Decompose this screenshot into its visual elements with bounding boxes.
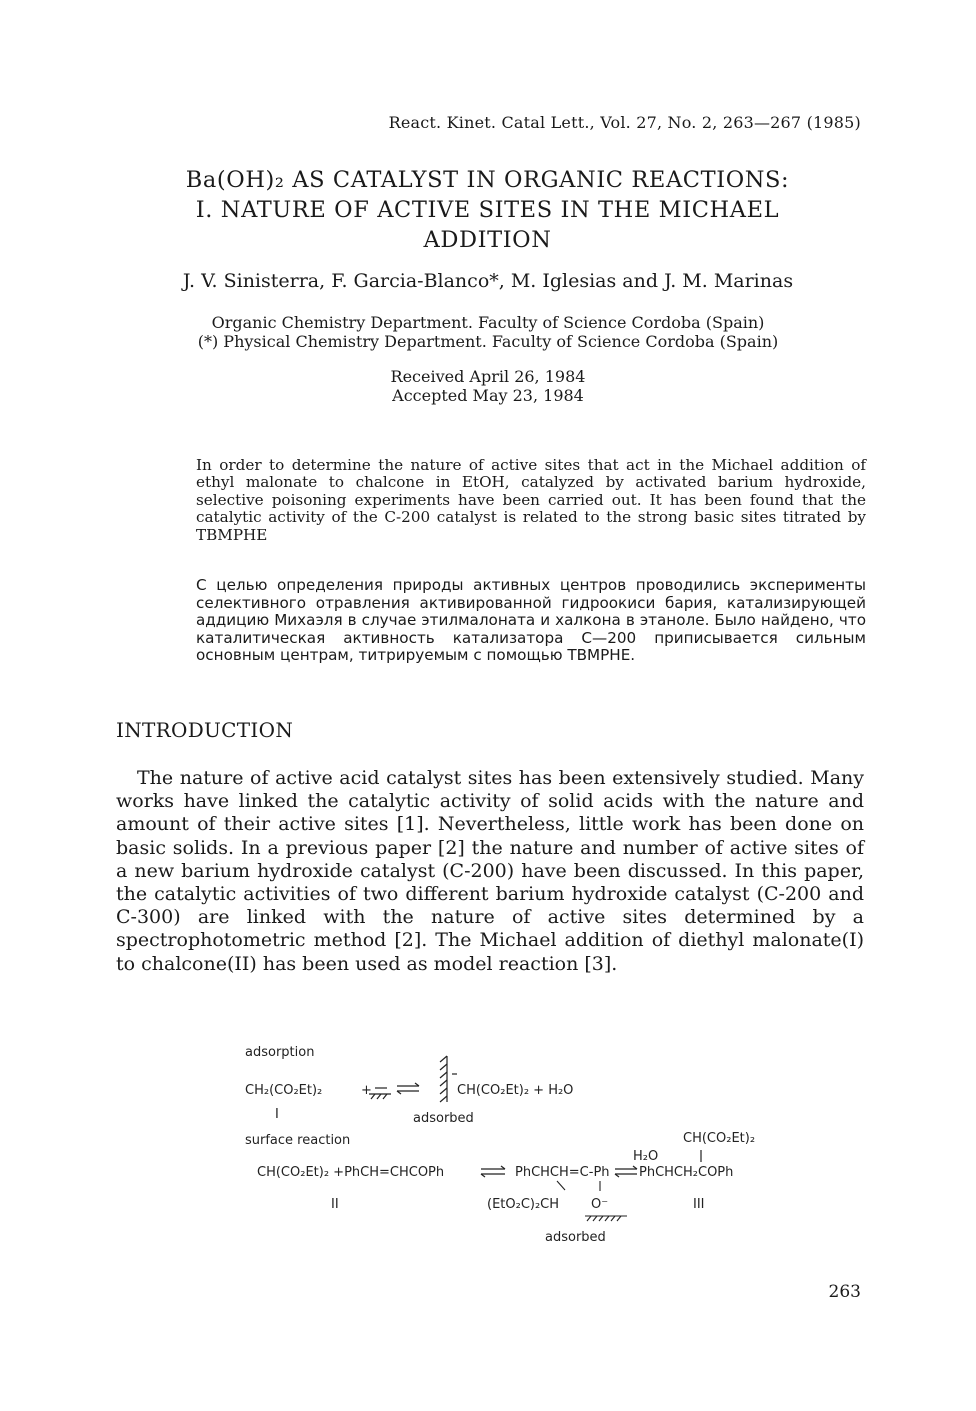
title-line-2: I. NATURE OF ACTIVE SITES IN THE MICHAEL bbox=[195, 197, 780, 223]
abstract-english: In order to determine the nature of active sites that act in the Michael addition of ethyl malonate to chalcone in EtOH, catalyzed by activated barium hydroxide, selective poisoning experiments have been carried out. It has been found that the catalytic activity of the C-200 catalyst is related to the strong basic sites titrated by TBMPHE bbox=[196, 456, 866, 544]
authors: J. V. Sinisterra, F. Garcia-Blanco*, M. Iglesias and J. M. Marinas bbox=[182, 270, 794, 292]
scheme-plus: + bbox=[361, 1083, 372, 1098]
scheme-oxide: O⁻ bbox=[591, 1197, 609, 1212]
scheme-intermediate-sub: (EtO₂C)₂CH bbox=[487, 1197, 560, 1212]
scheme-bonds bbox=[557, 1181, 600, 1191]
scheme-roman-two: II bbox=[331, 1197, 339, 1212]
scheme-water: H₂O bbox=[633, 1149, 659, 1164]
journal-reference: React. Kinet. Catal Lett., Vol. 27, No. 2, 263—267 (1985) bbox=[388, 113, 861, 132]
scheme-adsorbed-label-1: adsorbed bbox=[413, 1111, 474, 1126]
reaction-scheme bbox=[235, 1038, 795, 1248]
section-heading-introduction: INTRODUCTION bbox=[116, 718, 294, 742]
catalyst-surface-icon bbox=[369, 1088, 391, 1099]
intro-paragraph: The nature of active acid catalyst sites has been extensively studied. Many works have linked the catalytic activity of solid acids with the nature and amount of their active sites [1]. Nevertheless, little work has been done on basic solids. In a previous paper [2] the nature and number of active sites of a new barium hydroxide catalyst (C-200) have been discussed. In this paper, the catalytic activities of two different barium hydroxide catalyst (C-200 and C-300) are linked with the nature of active sites determined by a spectrophotometric method [2]. The Michael addition of diethyl malonate(I) to chalcone(II) has been used as model reaction [3]. bbox=[116, 767, 864, 975]
abstract-russian: С целью определения природы активных центров проводились эксперименты селективного отравления активированной гидроокиси бария, катализирующей аддицию Михаэля в случае этилмалоната и халкона в этаноле. Было найдено, что каталитическая активность катализатора С—200 приписывается сильным основным центрам, титрируемым с помощью TBMPHE. bbox=[196, 576, 866, 665]
affiliation-2: (*) Physical Chemistry Department. Faculty of Science Cordoba (Spain) bbox=[197, 332, 779, 351]
equilibrium-arrow-icon-3 bbox=[615, 1166, 637, 1177]
page-number: 263 bbox=[828, 1282, 861, 1302]
adsorbed-surface-icon bbox=[440, 1056, 457, 1102]
scheme-adsorbed-species: CH(CO₂Et)₂ + H₂O bbox=[457, 1083, 574, 1098]
scheme-left-side: CH(CO₂Et)₂ +PhCH=CHCOPh bbox=[257, 1165, 445, 1180]
title-line-1: Ba(OH)₂ AS CATALYST IN ORGANIC REACTIONS: bbox=[185, 167, 790, 193]
affiliations bbox=[100, 313, 876, 351]
scheme-roman-three: III bbox=[693, 1197, 705, 1212]
scheme-adsorbed-label-2: adsorbed bbox=[545, 1230, 606, 1245]
equilibrium-arrow-icon bbox=[397, 1083, 419, 1094]
scheme-product: PhCHCH₂COPh bbox=[639, 1165, 734, 1180]
scheme-roman-one: I bbox=[275, 1107, 279, 1122]
paper-title bbox=[120, 165, 855, 255]
affiliation-1: Organic Chemistry Department. Faculty of Science Cordoba (Spain) bbox=[211, 313, 765, 332]
catalyst-surface-icon-2 bbox=[585, 1216, 627, 1221]
scheme-reactant: CH₂(CO₂Et)₂ bbox=[245, 1083, 323, 1098]
scheme-product-top: CH(CO₂Et)₂ bbox=[683, 1131, 756, 1146]
scheme-intermediate: PhCHCH=C-Ph bbox=[515, 1165, 610, 1180]
received-date: Received April 26, 1984 bbox=[390, 367, 586, 386]
dates bbox=[200, 367, 776, 405]
scheme-adsorption-label: adsorption bbox=[245, 1045, 315, 1060]
equilibrium-arrow-icon-2 bbox=[481, 1166, 505, 1177]
introduction-body bbox=[116, 767, 864, 976]
scheme-surface-reaction-label: surface reaction bbox=[245, 1133, 351, 1148]
title-line-3: ADDITION bbox=[423, 227, 552, 253]
accepted-date: Accepted May 23, 1984 bbox=[392, 386, 584, 405]
